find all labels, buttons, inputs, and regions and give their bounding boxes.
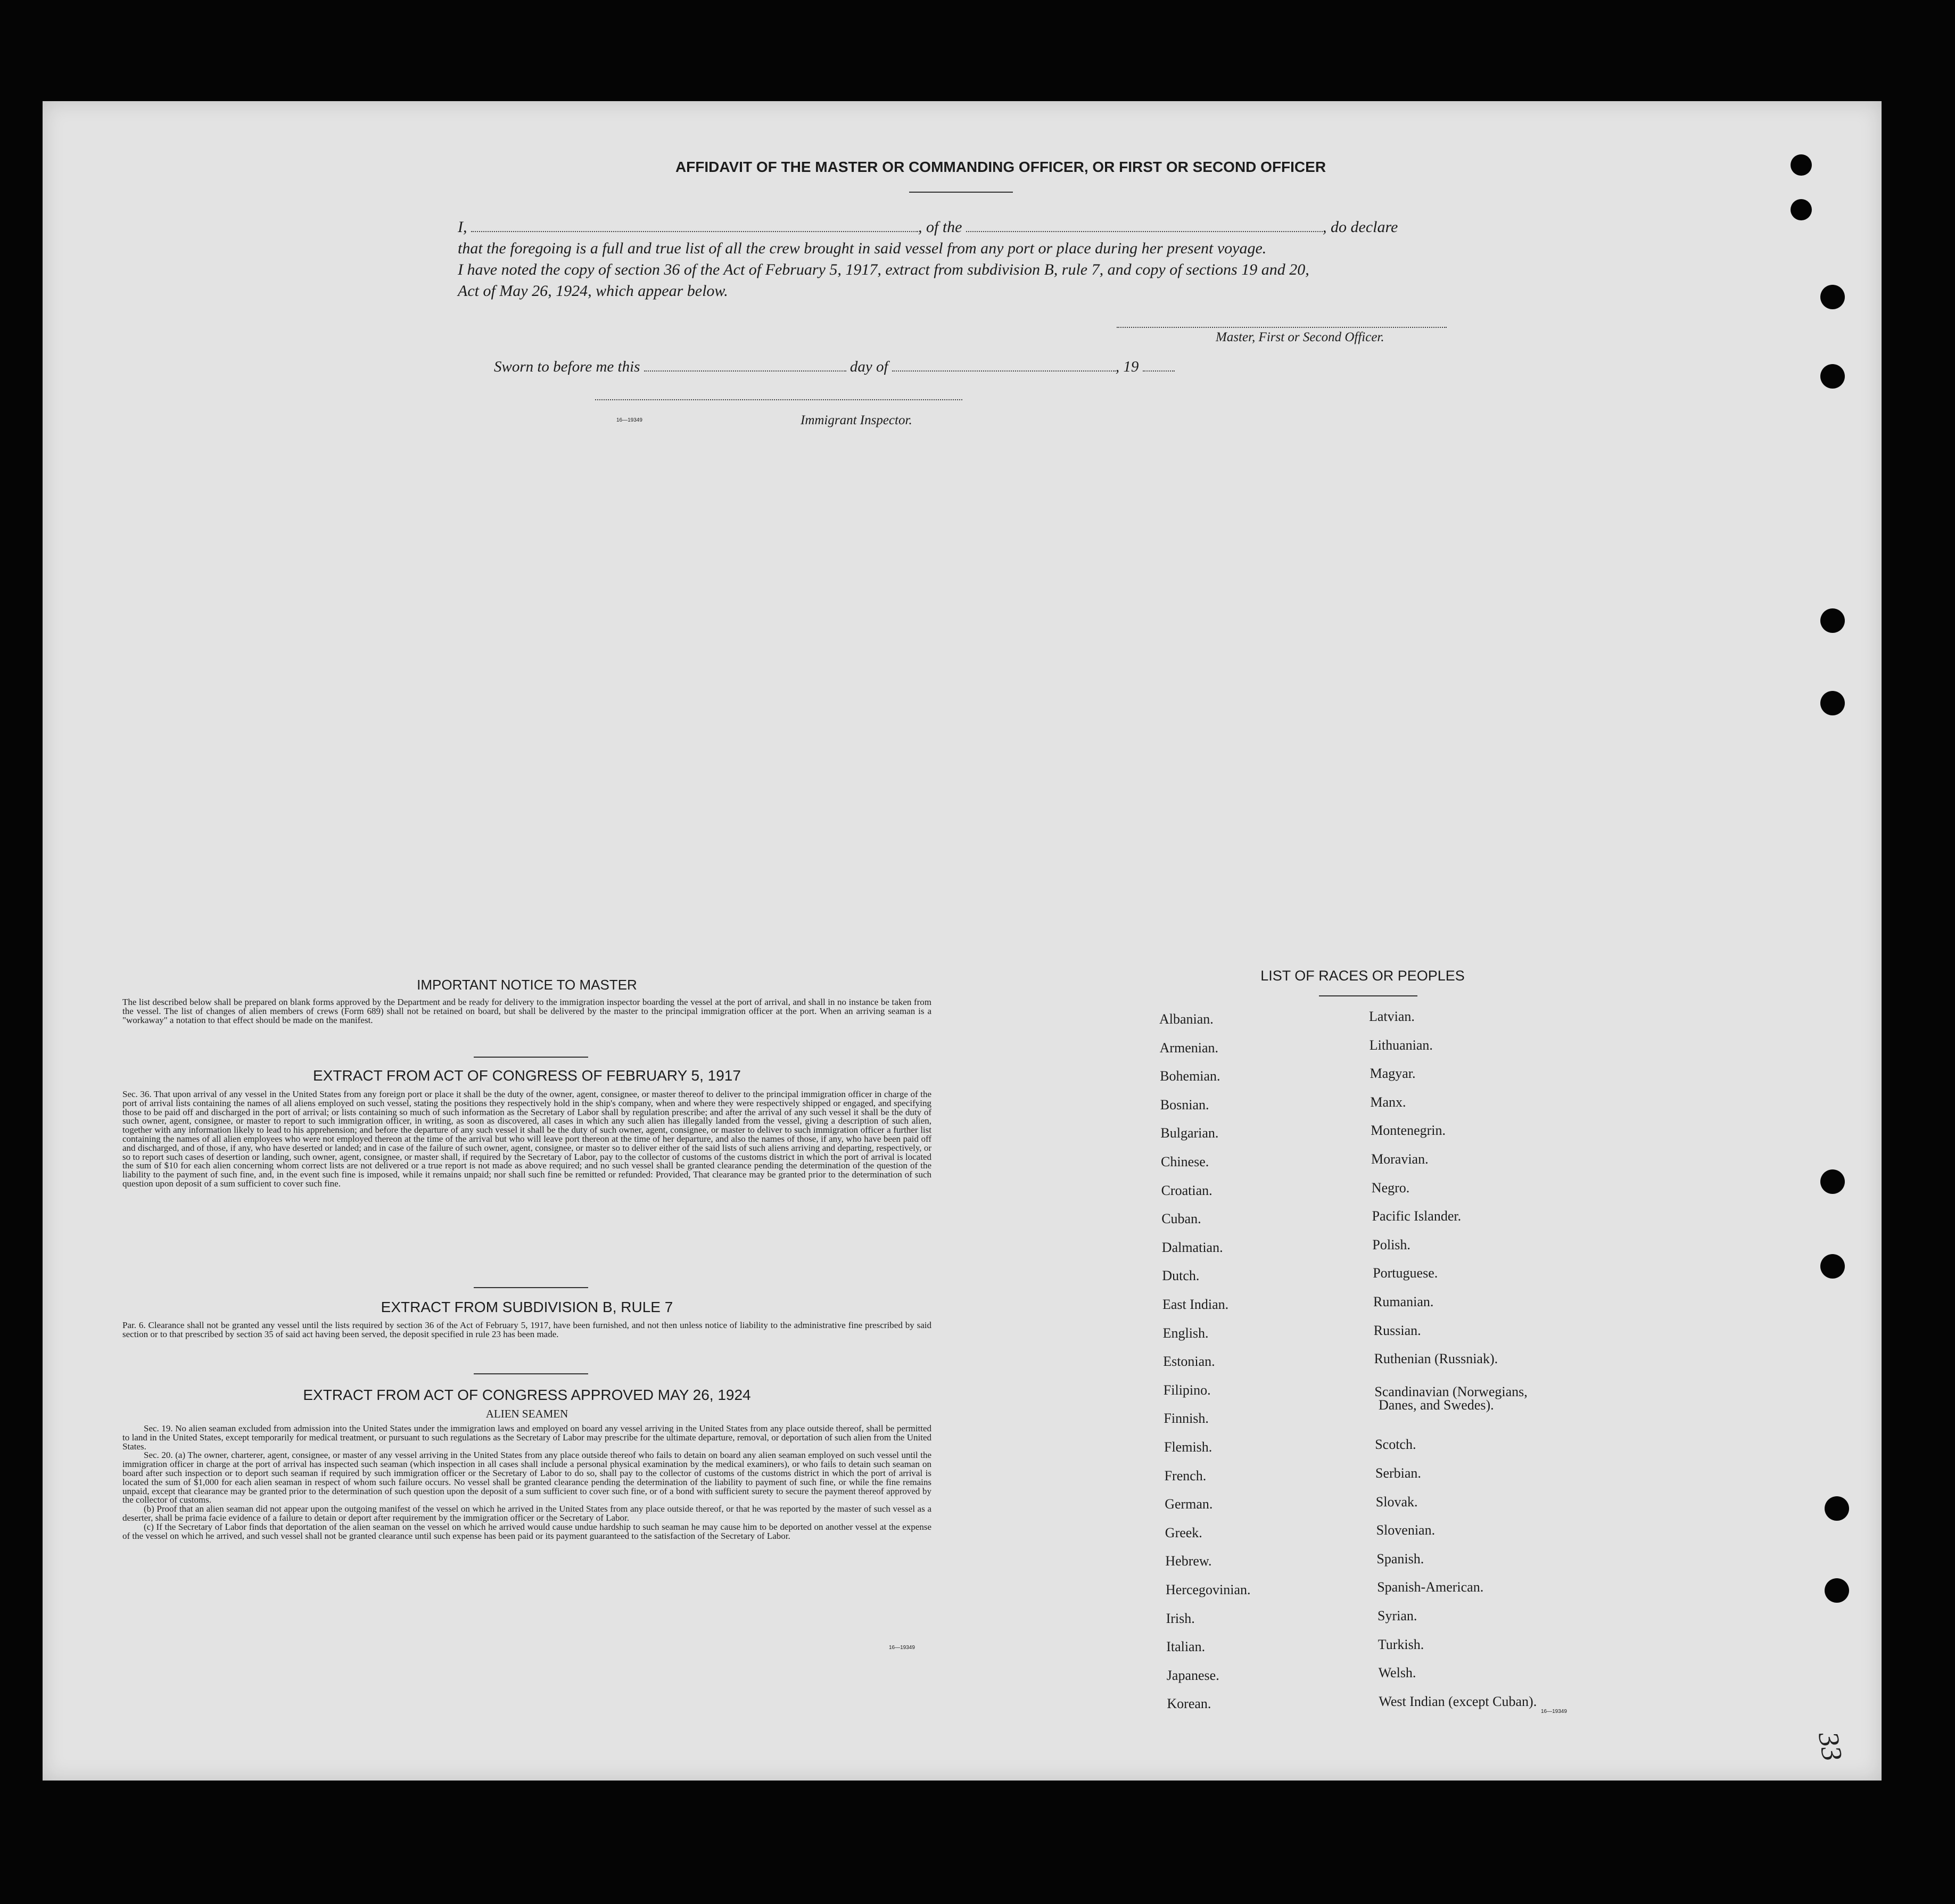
margin-note: 33 — [1812, 1729, 1849, 1763]
race-item: East Indian. — [1162, 1297, 1229, 1312]
race-item: Finnish. — [1164, 1411, 1209, 1427]
race-item: Bulgarian. — [1160, 1125, 1219, 1141]
race-item: Dalmatian. — [1161, 1239, 1223, 1255]
notice-body: The list described below shall be prepared on blank forms approved by the Department and be ready for delivery to the immigration inspector boarding the vessel at the port of arrival, and shall in no instance be taken from the vessel. The list of changes of alien members of crews (Form 689) shall not be retained on board, but shall be delivered by the master to the principal immigration officer at the port. When an arriving seaman is a "workaway" a notation to that effect should be made on the manifest. — [122, 997, 931, 1025]
race-item: Latvian. — [1369, 1009, 1415, 1024]
sec-19: Sec. 19. No alien seaman excluded from admission into the United States under the immigration laws and employed on board any vessel arriving in the United States from any place outside thereof, shall be permitted to land in the United States, except temporarily for medical treatment, or pursuant to such regulations as the Secretary of Labor may prescribe for the ultimate departure, removal, or deportation of such alien from the United States. — [122, 1423, 931, 1452]
punch-hole — [1820, 1169, 1845, 1194]
rule-1 — [474, 1057, 588, 1058]
race-item: Turkish. — [1377, 1636, 1424, 1652]
inspector-signature-field[interactable] — [595, 399, 962, 400]
race-item: Moravian. — [1371, 1151, 1429, 1167]
race-item: Lithuanian. — [1369, 1037, 1433, 1053]
race-item: Albanian. — [1159, 1011, 1214, 1027]
race-item: Irish. — [1166, 1610, 1195, 1626]
form-number-top: 16—19349 — [616, 417, 642, 423]
race-item: Hercegovinian. — [1166, 1582, 1251, 1597]
inspector-label: Immigrant Inspector. — [801, 413, 912, 427]
sec-20a: Sec. 20. (a) The owner, charterer, agent, consignee, or master of any vessel arriving in the United States from any place outside thereof who fails to detain on board any alien seaman employed on such vessel until the immigration officer in charge at the port of arrival has inspected such seaman (which inspection in all cases shall include a personal physical examination by the medical examiners), or who fails to detain such seaman on board after such inspection or to deport such seaman if required by such immigration officer or the Secretary of Labor to do so, shall pay to the collector of customs of the customs district in which the port of arrival is located the sum of $1,000 for each alien seaman in respect of whom such failure occurs. No vessel shall be granted clearance pending the determination of the liability to payment of such fine, or while the fine remains unpaid, except that clearance may be granted prior to the determination of such question upon the deposit of a sum sufficient to cover such fine, or of a bond with sufficient surety to secure the payment thereof approved by the collector of customs. — [122, 1450, 931, 1505]
race-item: Slovak. — [1375, 1494, 1418, 1510]
vessel-name-field[interactable] — [966, 231, 1323, 232]
signature-label: Master, First or Second Officer. — [1216, 330, 1384, 344]
race-item: Pacific Islander. — [1372, 1208, 1462, 1224]
race-item: Greek. — [1165, 1524, 1202, 1540]
race-item: Rumanian. — [1373, 1294, 1434, 1309]
race-item: Serbian. — [1375, 1465, 1421, 1481]
race-item: Syrian. — [1377, 1608, 1417, 1623]
punch-hole — [1825, 1578, 1849, 1603]
race-item: Cuban. — [1161, 1211, 1201, 1227]
sworn-month-field[interactable] — [892, 370, 1116, 372]
affidavit-title: AFFIDAVIT OF THE MASTER OR COMMANDING OFFICER, OR FIRST OR SECOND OFFICER — [675, 159, 1326, 175]
punch-hole — [1820, 608, 1845, 633]
sworn-year-prefix: , 19 — [1115, 358, 1139, 375]
master-name-field[interactable] — [471, 231, 918, 232]
punch-hole — [1791, 199, 1812, 220]
punch-hole — [1820, 364, 1845, 389]
decl-of-the: , of the — [918, 218, 962, 236]
extract-1917-title: EXTRACT FROM ACT OF CONGRESS OF FEBRUARY 5, 1917 — [313, 1067, 741, 1084]
race-item: Japanese. — [1166, 1667, 1219, 1683]
declaration-line-3: I have noted the copy of section 36 of the Act of February 5, 1917, extract from subdivision B, rule 7, and copy of sections 19 and 20, — [458, 261, 1309, 278]
race-item: Slovenian. — [1376, 1522, 1436, 1538]
race-item: Italian. — [1166, 1639, 1206, 1655]
decl-do-declare: , do declare — [1323, 218, 1398, 236]
race-item: Welsh. — [1378, 1665, 1416, 1681]
race-item: Spanish-American. — [1377, 1579, 1484, 1595]
race-item: French. — [1164, 1468, 1207, 1483]
extract-1917-body: Sec. 36. That upon arrival of any vessel in the United States from any foreign port or place it shall be the duty of the owner, agent, consignee, or master thereof to deliver to the principal immigration officer in charge of the port of arrival lists containing the names of all aliens employed on such vessel, stating the positions they respectively hold in the ship's company, when and where they were respectively shipped or engaged, and specifying those to be paid off and discharged in the port of arrival; or lists containing so much of such information as the Secretary of Labor shall by regulation prescribe; and after the arrival of any such vessel it shall be the duty of such owner, agent, consignee, or master to report to such immigration officer, in writing, as soon as discovered, all cases in which any such alien has illegally landed from the vessel, giving a description of such alien, together with any information likely to lead to his apprehension; and before the departure of any such vessel it shall be the duty of such owner, agent, consignee, or master to deliver to such immigration officer a further list containing the names of all alien employees who were not employed thereon at the time of the arrival but who will leave port thereon at the time of her departure, and also the names of those, if any, who have been paid off and discharged, and of those, if any, who have deserted or landed; and in case of the failure of such owner, agent, consignee, or master so to deliver either of the said lists of such aliens arriving and departing, respectively, or so to report such cases of desertion or landing, such owner, agent, consignee, or master shall, if required by the Secretary of Labor, pay to the collector of customs of the customs district in which the port of arrival is located the sum of $10 for each alien concerning whom correct lists are not delivered or a true report is not made as above required; and no such vessel shall be granted clearance pending the determination of the question of the liability to the payment of such fine, and, in the event such fine is imposed, while it remains unpaid; nor shall such fine be remitted or refunded: Provided, That clearance may be granted prior to the determination of such question upon deposit of a sum sufficient to cover such fine. — [122, 1089, 931, 1189]
race-item: Bosnian. — [1160, 1097, 1209, 1112]
punch-hole — [1820, 691, 1845, 715]
race-item: German. — [1165, 1496, 1213, 1512]
race-item: Korean. — [1167, 1696, 1211, 1712]
race-item: Russian. — [1373, 1322, 1421, 1338]
rule-3 — [474, 1373, 588, 1374]
title-rule — [909, 192, 1013, 193]
sworn-day-of: day of — [849, 358, 888, 375]
declaration-line-1 — [458, 216, 1522, 238]
race-item: Flemish. — [1164, 1439, 1212, 1455]
notice-title: IMPORTANT NOTICE TO MASTER — [417, 977, 637, 993]
sworn-year-field[interactable] — [1143, 370, 1175, 372]
race-item: Ruthenian (Russniak). — [1374, 1351, 1498, 1367]
race-item: Croatian. — [1161, 1182, 1212, 1198]
race-item: Dutch. — [1162, 1268, 1200, 1284]
declaration-line-2: that the foregoing is a full and true list of all the crew brought in said vessel from any port or place during her present voyage. — [458, 240, 1267, 257]
alien-seamen-subtitle: ALIEN SEAMEN — [485, 1407, 568, 1420]
sworn-day-field[interactable] — [644, 370, 846, 372]
race-item: Negro. — [1371, 1180, 1410, 1196]
races-title: LIST OF RACES OR PEOPLES — [1260, 968, 1465, 984]
form-number-left: 16—19349 — [889, 1645, 915, 1651]
race-item: Scandinavian (Norwegians, — [1374, 1383, 1528, 1399]
punch-hole — [1820, 1254, 1845, 1279]
race-item: Hebrew. — [1165, 1553, 1212, 1569]
race-item: Spanish. — [1376, 1551, 1424, 1567]
race-item: Manx. — [1370, 1094, 1406, 1110]
rule7-body: Par. 6. Clearance shall not be granted any vessel until the lists required by section 36 of the Act of February 5, 1917, have been furnished, and not then unless notice of liability to the administrative fine prescribed by said section or to that prescribed by section 35 of said act having been served, the deposit specified in rule 23 has been made. — [122, 1320, 931, 1339]
punch-hole — [1791, 154, 1812, 176]
form-number-right: 16—19349 — [1541, 1709, 1567, 1715]
race-scandinavian-cont: Danes, and Swedes). — [1379, 1397, 1494, 1413]
punch-hole — [1820, 285, 1845, 309]
race-item: Bohemian. — [1160, 1068, 1220, 1084]
sworn-line — [494, 356, 1346, 378]
sec-20c: (c) If the Secretary of Labor finds that deportation of the alien seaman on the vessel on which he arrived would cause undue hardship to such seaman he may cause him to be deported on another vessel at the expense of the vessel on which he arrived, and such vessel shall not be granted clearance until such expense has been paid or its payment guaranteed to the satisfaction of the Secretary of Labor. — [122, 1521, 931, 1541]
race-item: Polish. — [1372, 1237, 1410, 1252]
race-item: Portuguese. — [1373, 1265, 1438, 1281]
rule-2 — [474, 1287, 588, 1288]
extract-1924-body — [122, 1424, 931, 1540]
races-rule — [1319, 995, 1417, 996]
extract-1924-title: EXTRACT FROM ACT OF CONGRESS APPROVED MAY 26, 1924 — [303, 1387, 751, 1403]
declaration-line-4: Act of May 26, 1924, which appear below. — [458, 282, 728, 300]
race-item: Chinese. — [1161, 1154, 1209, 1169]
master-signature-field[interactable] — [1117, 327, 1447, 328]
race-item: Filipino. — [1163, 1382, 1211, 1398]
rule7-title: EXTRACT FROM SUBDIVISION B, RULE 7 — [381, 1299, 673, 1315]
race-item: Montenegrin. — [1371, 1123, 1446, 1139]
race-item: Armenian. — [1159, 1040, 1219, 1056]
race-item: Magyar. — [1370, 1066, 1416, 1082]
race-item: West Indian (except Cuban). — [1379, 1693, 1537, 1709]
sec-20b: (b) Proof that an alien seaman did not appear upon the outgoing manifest of the vessel on which he arrived in the United States from any place outside thereof, or that he was reported by the master of such vessel as a deserter, shall be prima facie evidence of a failure to detain or deport after requirement by the immigration officer or the Secretary of Labor. — [122, 1504, 931, 1523]
race-item: Scotch. — [1375, 1437, 1416, 1453]
race-item: English. — [1162, 1325, 1209, 1341]
punch-hole — [1825, 1496, 1849, 1521]
decl-i: I, — [458, 218, 467, 236]
sworn-text: Sworn to before me this — [494, 358, 640, 375]
document-page — [43, 101, 1882, 1781]
race-item: Estonian. — [1163, 1354, 1215, 1370]
